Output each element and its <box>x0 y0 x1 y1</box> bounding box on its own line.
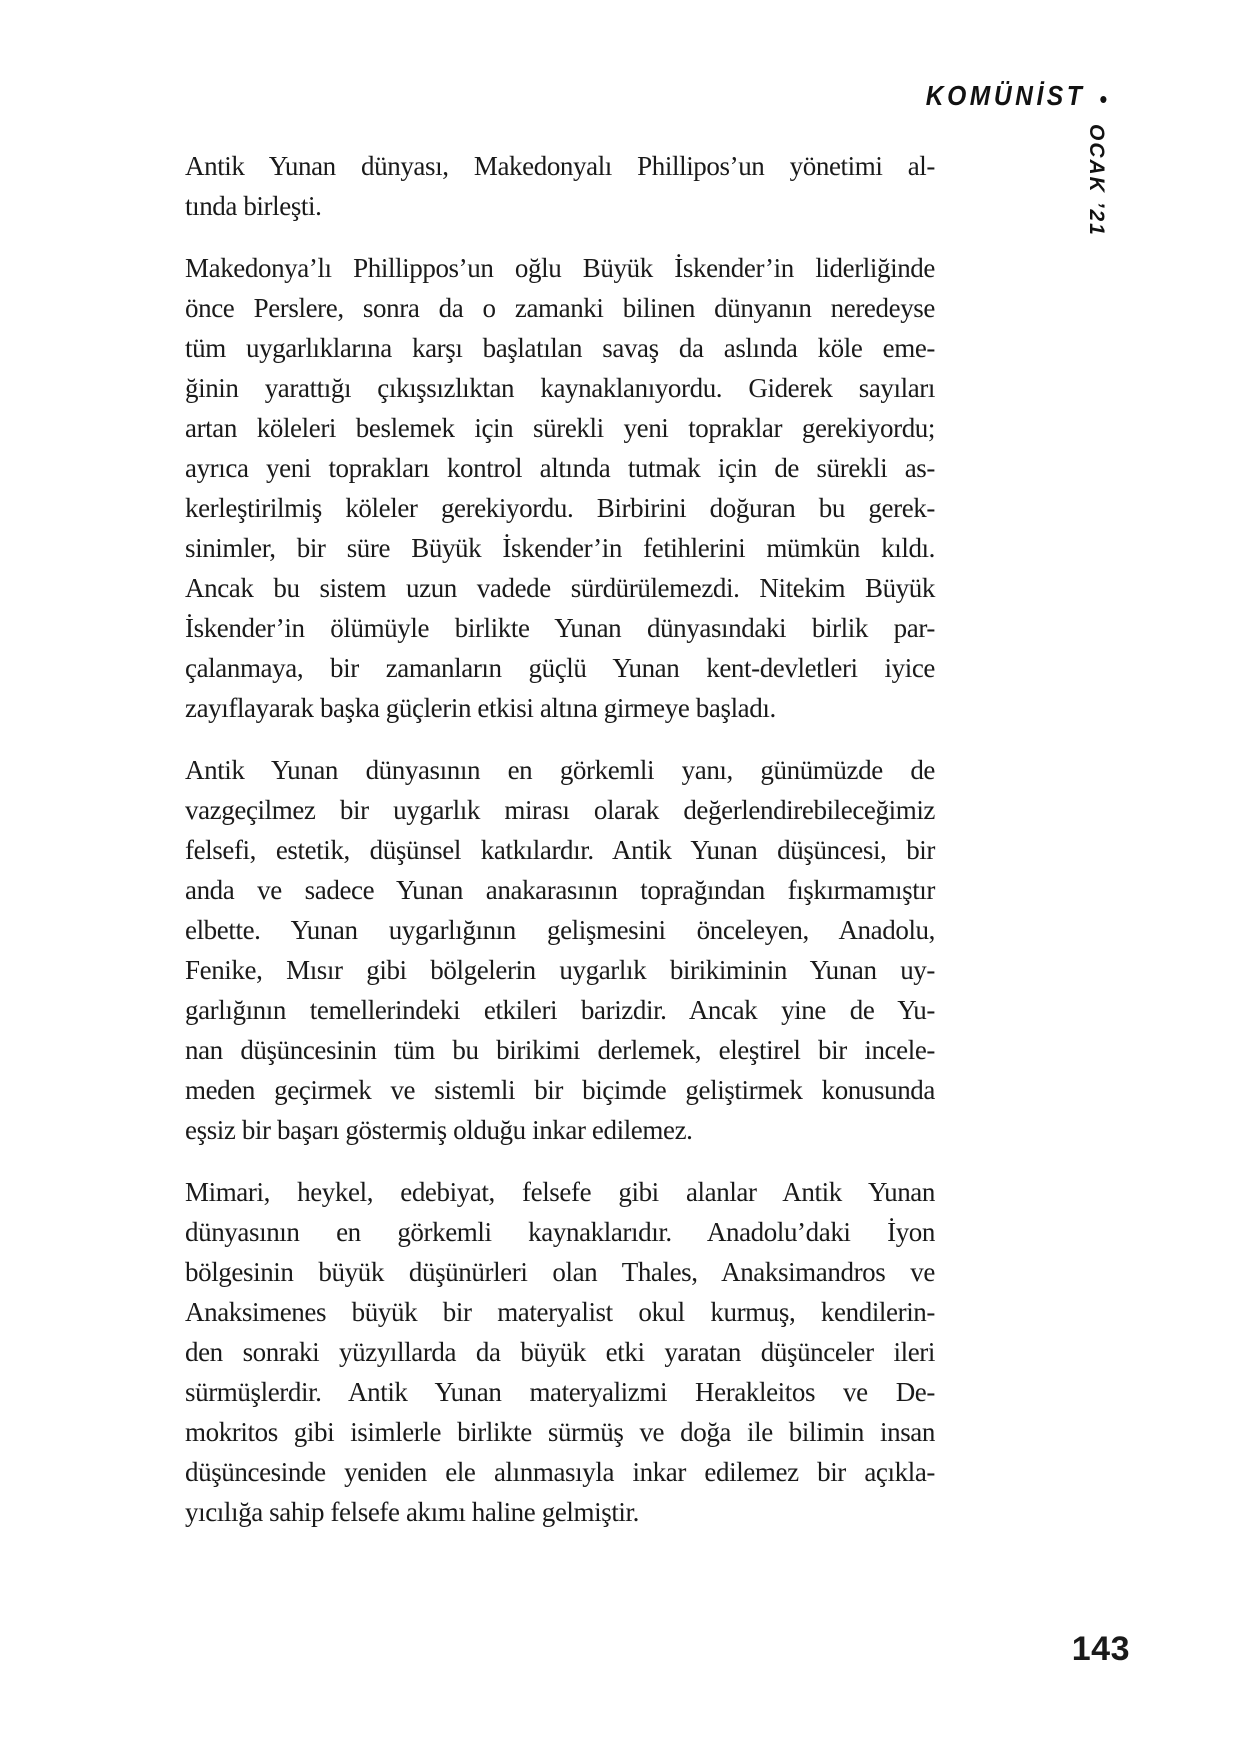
text-line: kerleştirilmiş köleler gerekiyordu. Birbirini doğuran bu gerek- <box>185 493 935 523</box>
page-header <box>925 80 1107 112</box>
text-line: garlığının temellerindeki etkileri barizdir. Ancak yine de Yu- <box>185 995 935 1025</box>
text-line: çalanmaya, bir zamanların güçlü Yunan kent-devletleri iyice <box>185 653 935 683</box>
text-line: Mimari, heykel, edebiyat, felsefe gibi alanlar Antik Yunan <box>185 1177 935 1207</box>
text-line: zayıflayarak başka güçlerin etkisi altına girmeye başladı. <box>185 693 776 723</box>
paragraph <box>185 146 935 226</box>
page-number: 143 <box>1071 1630 1130 1668</box>
text-line: bölgesinin büyük düşünürleri olan Thales, Anaksimandros ve <box>185 1257 935 1287</box>
text-line: Ancak bu sistem uzun vadede sürdürülemezdi. Nitekim Büyük <box>185 573 935 603</box>
text-line: dünyasının en görkemli kaynaklarıdır. Anadolu’daki İyon <box>185 1217 935 1247</box>
text-line: artan köleleri beslemek için sürekli yeni topraklar gerekiyordu; <box>185 413 935 443</box>
text-line: anda ve sadece Yunan anakarasının toprağından fışkırmamıştır <box>185 875 935 905</box>
paragraph <box>185 750 935 1150</box>
text-line: den sonraki yüzyıllarda da büyük etki yaratan düşünceler ileri <box>185 1337 935 1367</box>
paragraph <box>185 1172 935 1532</box>
text-line: ğinin yarattığı çıkışsızlıktan kaynaklanıyordu. Giderek sayıları <box>185 373 935 403</box>
text-line: mokritos gibi isimlerle birlikte sürmüş ve doğa ile bilimin insan <box>185 1417 935 1447</box>
text-line: tüm uygarlıklarına karşı başlatılan savaş da aslında köle eme- <box>185 333 935 363</box>
text-line: tında birleşti. <box>185 191 322 221</box>
text-line: Antik Yunan dünyasının en görkemli yanı, günümüzde de <box>185 755 935 785</box>
text-line: ayrıca yeni toprakları kontrol altında tutmak için de sürekli as- <box>185 453 935 483</box>
text-line: vazgeçilmez bir uygarlık mirası olarak değerlendirebileceğimiz <box>185 795 935 825</box>
article-body <box>185 146 935 1532</box>
text-line: Anaksimenes büyük bir materyalist okul kurmuş, kendilerin- <box>185 1297 935 1327</box>
text-line: sinimler, bir süre Büyük İskender’in fetihlerini mümkün kıldı. <box>185 533 935 563</box>
separator-bullet-icon: • <box>1098 84 1107 114</box>
text-line: eşsiz bir başarı göstermiş olduğu inkar edilemez. <box>185 1115 693 1145</box>
text-line: düşüncesinde yeniden ele alınmasıyla inkar edilemez bir açıkla- <box>185 1457 935 1487</box>
text-line: sürmüşlerdir. Antik Yunan materyalizmi Herakleitos ve De- <box>185 1377 935 1407</box>
journal-title: KOMÜNİST <box>925 80 1085 111</box>
text-line: nan düşüncesinin tüm bu birikimi derlemek, eleştirel bir incele- <box>185 1035 935 1065</box>
text-line: meden geçirmek ve sistemli bir biçimde geliştirmek konusunda <box>185 1075 935 1105</box>
text-line: Fenike, Mısır gibi bölgelerin uygarlık birikiminin Yunan uy- <box>185 955 935 985</box>
text-line: felsefi, estetik, düşünsel katkılardır. Antik Yunan düşüncesi, bir <box>185 835 935 865</box>
text-line: İskender’in ölümüyle birlikte Yunan dünyasındaki birlik par- <box>185 613 935 643</box>
text-line: Makedonya’lı Phillippos’un oğlu Büyük İskender’in liderliğinde <box>185 253 935 283</box>
text-line: Antik Yunan dünyası, Makedonyalı Phillipos’un yönetimi al- <box>185 151 935 181</box>
text-line: önce Perslere, sonra da o zamanki bilinen dünyanın neredeyse <box>185 293 935 323</box>
paragraph <box>185 248 935 728</box>
text-line: yıcılığa sahip felsefe akımı haline gelmiştir. <box>185 1497 639 1527</box>
issue-date-vertical-label: OCAK ’21 <box>1085 124 1108 237</box>
text-line: elbette. Yunan uygarlığının gelişmesini önceleyen, Anadolu, <box>185 915 935 945</box>
